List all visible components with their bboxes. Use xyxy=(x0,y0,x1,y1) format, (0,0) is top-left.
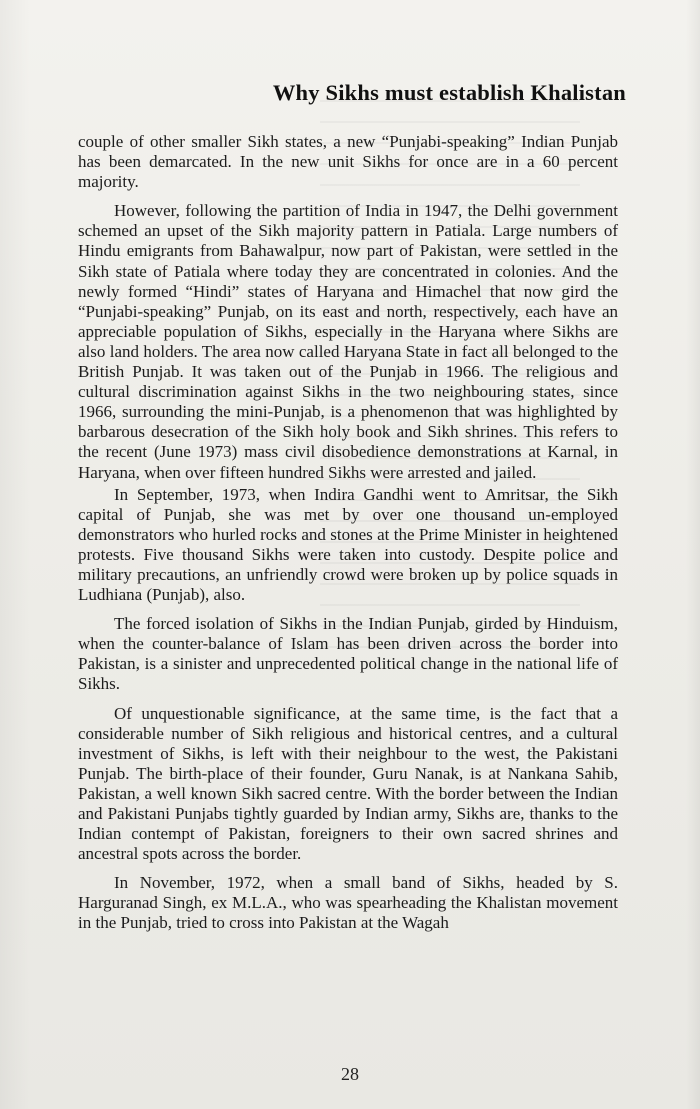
paragraph: However, following the partition of India in 1947, the Delhi government schemed an upset of the Sikh majority pattern in Patiala. Large numbers of Hindu emigrants from Bahawalpur, now part of Pakistan, were settled in the Sikh state of Patiala where today they are concentrated in colonies. And the newly formed “Hindi” states of Haryana and Himachel that now gird the “Punjabi-speaking” Punjab, on its east and north, respectively, each have an appreciable population of Sikhs, especially in the Haryana where Sikhs are also land holders. The area now called Haryana State in fact all belonged to the British Punjab. It was taken out of the Punjab in 1966. The religious and cultural discrimination against Sikhs in the two neighbouring states, since 1966, surrounding the mini-Punjab, is a phenomenon that was highlighted by barbarous desecration of the Sikh holy book and Sikh shrines. This refers to the recent (June 1973) mass civil disobedience demonstrations at Karnal, in Haryana, when over fifteen hundred Sikhs were arrested and jailed. xyxy=(78,201,618,482)
paragraph: couple of other smaller Sikh states, a new “Punjabi-speaking” Indian Punjab has been demarcated. In the new unit Sikhs for once are in a 60 percent majority. xyxy=(78,132,618,192)
running-header-title: Why Sikhs must establish Khalistan xyxy=(272,80,626,105)
page-shadow-right xyxy=(686,0,700,1109)
paragraph: The forced isolation of Sikhs in the Indian Punjab, girded by Hinduism, when the counter-balance of Islam has been driven across the border into Pakistan, is a sinister and unprecedented political change in the national life of Sikhs. xyxy=(78,614,618,694)
paragraph: In September, 1973, when Indira Gandhi went to Amritsar, the Sikh capital of Punjab, she was met by over one thousand un-employed demonstrators who hurled rocks and stones at the Prime Minister in heightened protests. Five thousand Sikhs were taken into custody. Despite police and military precautions, an unfriendly crowd were broken up by police squads in Ludhiana (Punjab), also. xyxy=(78,484,618,605)
body-text xyxy=(78,132,618,943)
paragraph: Of unquestionable significance, at the same time, is the fact that a considerable number of Sikh religious and historical centres, and a cultural investment of Sikhs, is left with their neighbour to the west, the Pakistani Punjab. The birth-place of their founder, Guru Nanak, is at Nankana Sahib, Pakistan, a well known Sikh sacred centre. With the border between the Indian and Pakistani Punjabs tightly guarded by Indian army, Sikhs are, thanks to the Indian contempt of Pakistan, foreigners to their own sacred shrines and ancestral spots across the border. xyxy=(78,703,618,864)
page-shadow-left xyxy=(0,0,30,1109)
page-number: 28 xyxy=(341,1064,359,1084)
paragraph: In November, 1972, when a small band of Sikhs, headed by S. Harguranad Singh, ex M.L.A., who was spearheading the Khalistan movement in the Punjab, tried to cross into Pakistan at the Wagah xyxy=(78,873,618,933)
